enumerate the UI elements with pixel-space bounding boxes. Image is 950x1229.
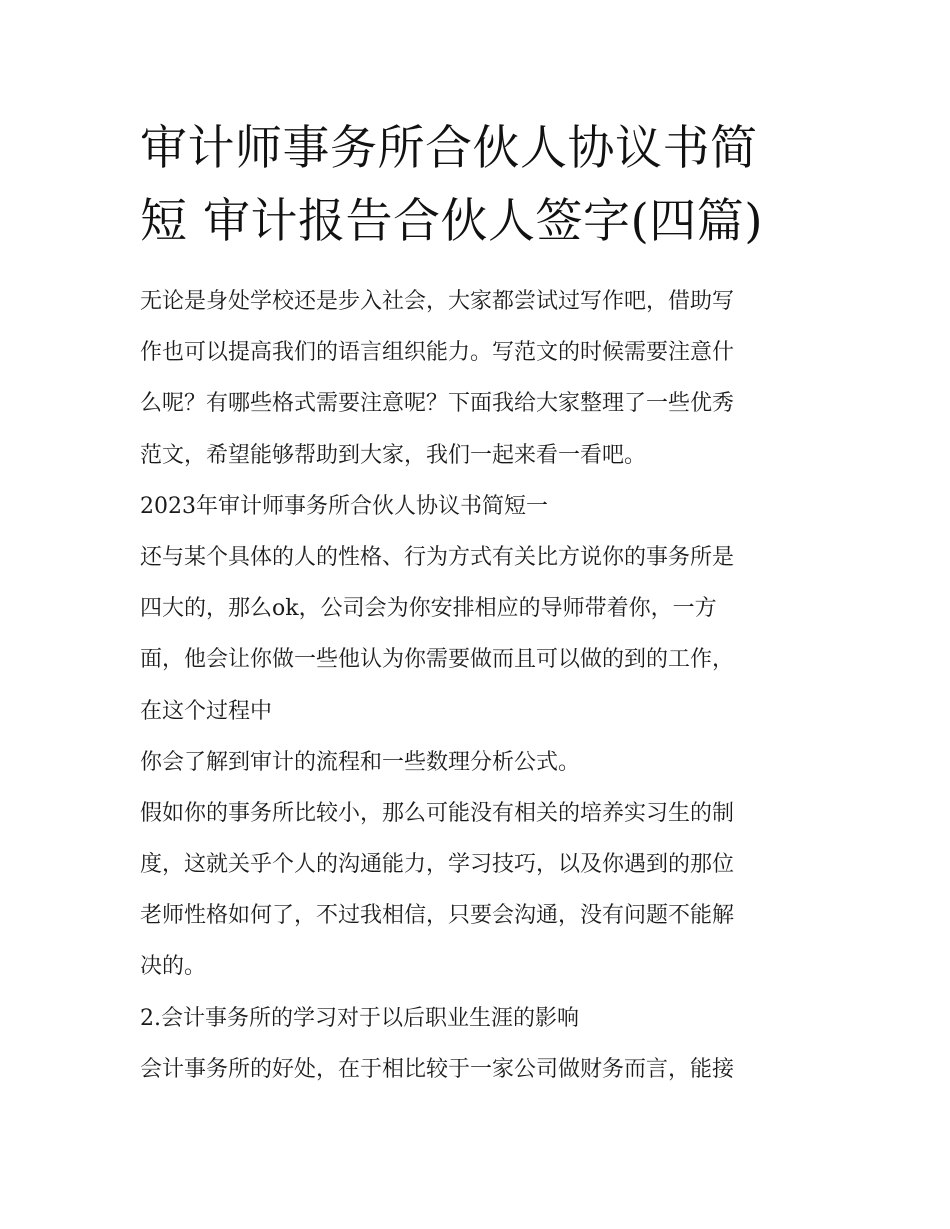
text-line: 还与某个具体的人的性格、行为方式有关比方说你的事务所是 [140,544,735,570]
section-heading [140,1002,820,1053]
body-paragraph [140,797,820,1002]
text-line: 会计事务所的好处，在于相比较于一家公司做财务而言，能接 [140,1056,735,1082]
text-line: 假如你的事务所比较小，那么可能没有相关的培养实习生的制 [140,800,735,826]
text-line: 作也可以提高我们的语言组织能力。写范文的时候需要注意什 [140,340,735,366]
text-line: 度，这就关乎个人的沟通能力，学习技巧，以及你遇到的那位 [140,852,735,878]
body-paragraph [140,746,820,797]
text-line: 无论是身处学校还是步入社会，大家都尝试过写作吧，借助写 [140,289,735,314]
text-line: 面，他会让你做一些他认为你需要做而且可以做的到的工作， [140,647,735,673]
text-line: 四大的，那么ok，公司会为你安排相应的导师带着你，一方 [140,596,717,622]
text-line: 2023年审计师事务所合伙人协议书简短一 [140,493,548,519]
title-line-2: 短 审计报告合伙人签字(四篇) [140,194,764,249]
text-line: 决的。 [140,954,207,980]
text-line: 范文，希望能够帮助到大家，我们一起来看一看吧。 [140,442,647,468]
body-paragraph [140,1053,820,1104]
section-heading [140,490,820,541]
title-line-1: 审计师事务所合伙人协议书简 [140,121,758,176]
text-line: 你会了解到审计的流程和一些数理分析公式。 [140,749,581,775]
body-paragraph [140,541,820,746]
document-title [140,112,820,258]
text-line: 2.会计事务所的学习对于以后职业生涯的影响 [140,1005,579,1031]
text-line: 么呢？有哪些格式需要注意呢？下面我给大家整理了一些优秀 [140,391,735,417]
intro-paragraph [140,285,820,490]
document-body [140,285,820,1104]
text-line: 在这个过程中 [140,698,273,724]
text-line: 老师性格如何了，不过我相信，只要会沟通，没有问题不能解 [140,903,735,929]
